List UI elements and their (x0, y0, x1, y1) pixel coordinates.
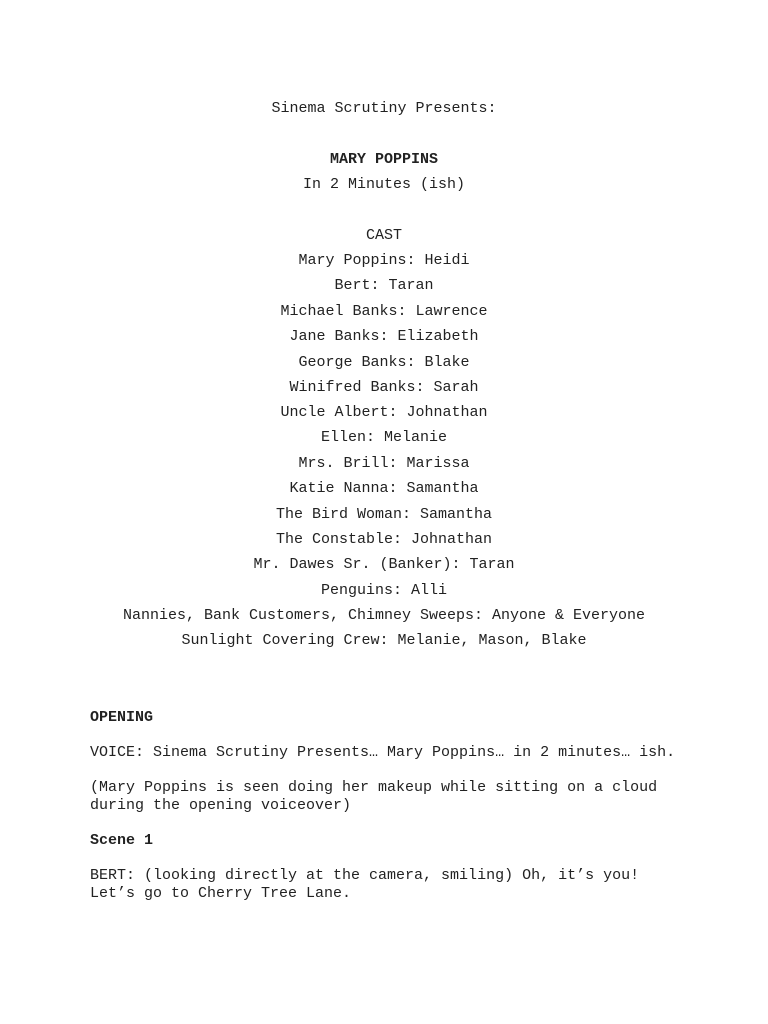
cast-member: Uncle Albert: Johnathan (280, 404, 488, 421)
cast-heading: CAST (365, 227, 402, 244)
voice-line: VOICE: Sinema Scrutiny Presents… Mary Poppins… in 2 minutes… ish. (90, 744, 676, 761)
cast-member: Mr. Dawes Sr. (Banker): Taran (253, 556, 515, 573)
movie-subtitle: In 2 Minutes (ish) (302, 176, 466, 193)
cast-member: Ellen: Melanie (320, 429, 448, 446)
cast-member: Bert: Taran (334, 277, 434, 294)
cast-member: Winifred Banks: Sarah (289, 379, 479, 396)
cast-member: George Banks: Blake (298, 354, 470, 371)
cast-member: Sunlight Covering Crew: Melanie, Mason, Blake (181, 632, 587, 649)
bert-line: BERT: (looking directly at the camera, smiling) Oh, it’s you! Let’s go to Cherry Tree Lane. (90, 867, 649, 902)
cast-member: The Bird Woman: Samantha (275, 506, 493, 523)
scene-heading: Scene 1 (90, 832, 154, 849)
presents-line: Sinema Scrutiny Presents: (271, 100, 497, 117)
cast-member: The Constable: Johnathan (275, 531, 493, 548)
cast-member: Mary Poppins: Heidi (298, 252, 470, 269)
movie-title: MARY POPPINS (329, 151, 439, 168)
opening-heading: OPENING (90, 709, 154, 726)
cast-member: Michael Banks: Lawrence (280, 303, 488, 320)
cast-member: Mrs. Brill: Marissa (298, 455, 470, 472)
cast-member: Jane Banks: Elizabeth (289, 328, 479, 345)
stage-direction: (Mary Poppins is seen doing her makeup while sitting on a cloud during the opening voiceover) (90, 779, 667, 814)
cast-member: Penguins: Alli (320, 582, 448, 599)
cast-member: Nannies, Bank Customers, Chimney Sweeps: Anyone & Everyone (122, 607, 646, 624)
cast-member: Katie Nanna: Samantha (289, 480, 479, 497)
